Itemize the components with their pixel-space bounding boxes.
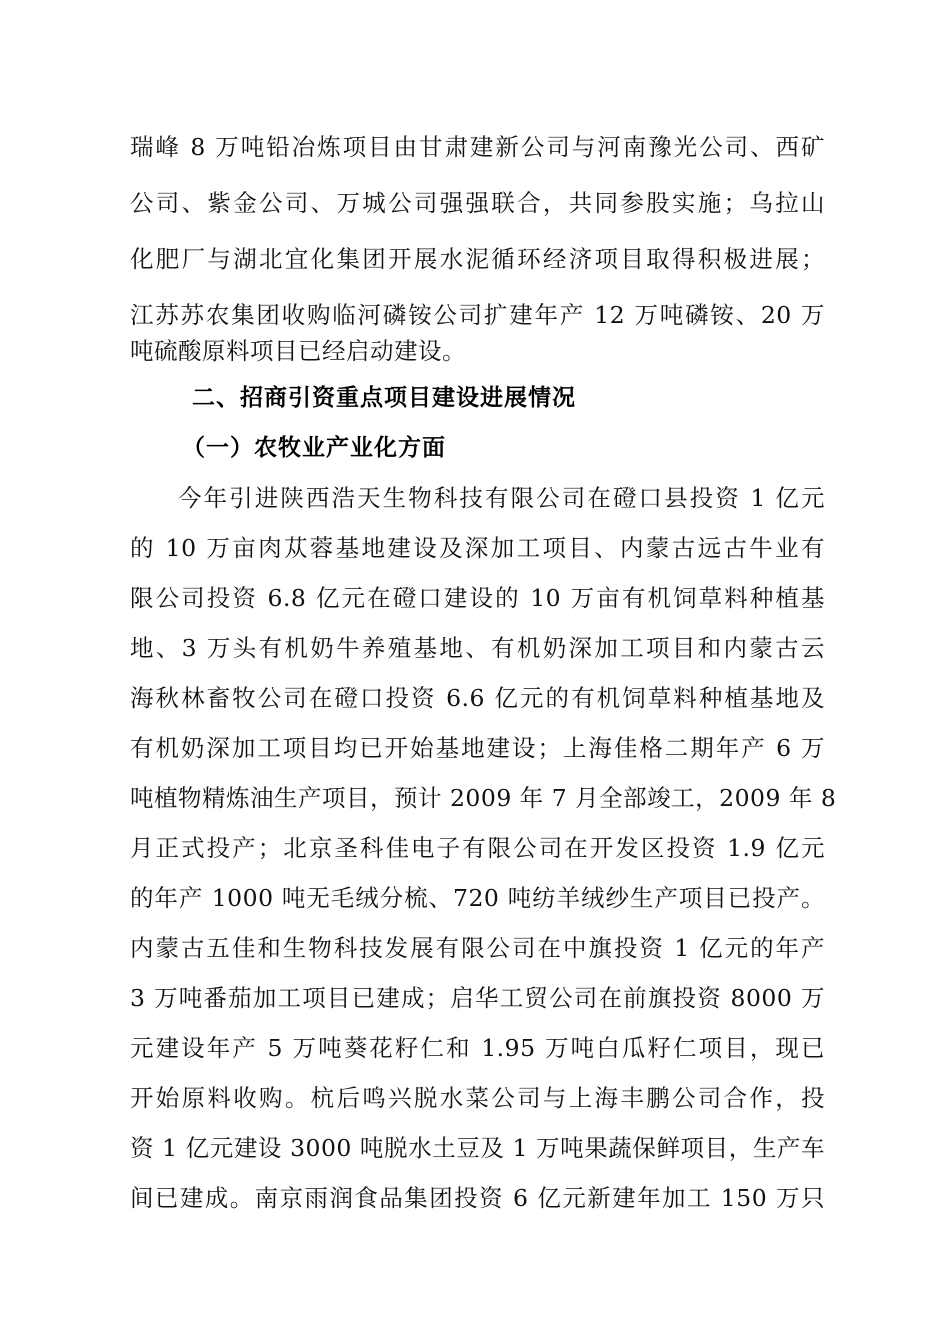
paragraph-line: 开始原料收购。杭后鸣兴脱水菜公司与上海丰鹏公司合作，投	[130, 1084, 825, 1112]
paragraph-line: 有机奶深加工项目均已开始基地建设；上海佳格二期年产 6 万	[130, 734, 825, 762]
paragraph-line: 江苏苏农集团收购临河磷铵公司扩建年产 12 万吨磷铵、20 万	[130, 301, 825, 329]
paragraph-line: 限公司投资 6.8 亿元在磴口建设的 10 万亩有机饲草料种植基	[130, 584, 825, 612]
paragraph-line: 吨硫酸原料项目已经启动建设。	[130, 337, 466, 365]
paragraph-line: 瑞峰 8 万吨铅冶炼项目由甘肃建新公司与河南豫光公司、西矿	[130, 133, 825, 161]
paragraph-line: 间已建成。南京雨润食品集团投资 6 亿元新建年加工 150 万只	[130, 1184, 825, 1212]
paragraph-line: 吨植物精炼油生产项目，预计 2009 年 7 月全部竣工，2009 年 8	[130, 784, 837, 812]
paragraph-line: 元建设年产 5 万吨葵花籽仁和 1.95 万吨白瓜籽仁项目，现已	[130, 1034, 825, 1062]
paragraph-line: 公司、紫金公司、万城公司强强联合，共同参股实施；乌拉山	[130, 189, 825, 217]
paragraph-line: 地、3 万头有机奶牛养殖基地、有机奶深加工项目和内蒙古云	[130, 634, 825, 662]
paragraph-line: 内蒙古五佳和生物科技发展有限公司在中旗投资 1 亿元的年产	[130, 934, 825, 962]
paragraph-line: 今年引进陕西浩天生物科技有限公司在磴口县投资 1 亿元	[178, 484, 825, 512]
paragraph-line: 的 10 万亩肉苁蓉基地建设及深加工项目、内蒙古远古牛业有	[130, 534, 825, 562]
subsection-heading: （一）农牧业产业化方面	[182, 435, 446, 461]
paragraph-line: 的年产 1000 吨无毛绒分梳、720 吨纺羊绒纱生产项目已投产。	[130, 884, 825, 912]
paragraph-line: 化肥厂与湖北宜化集团开展水泥循环经济项目取得积极进展；	[130, 245, 825, 273]
paragraph-line: 海秋林畜牧公司在磴口投资 6.6 亿元的有机饲草料种植基地及	[130, 684, 825, 712]
section-heading: 二、招商引资重点项目建设进展情况	[192, 385, 576, 411]
paragraph-line: 月正式投产；北京圣科佳电子有限公司在开发区投资 1.9 亿元	[130, 834, 825, 862]
paragraph-line: 3 万吨番茄加工项目已建成；启华工贸公司在前旗投资 8000 万	[130, 984, 825, 1012]
paragraph-line: 资 1 亿元建设 3000 吨脱水土豆及 1 万吨果蔬保鲜项目，生产车	[130, 1134, 825, 1162]
